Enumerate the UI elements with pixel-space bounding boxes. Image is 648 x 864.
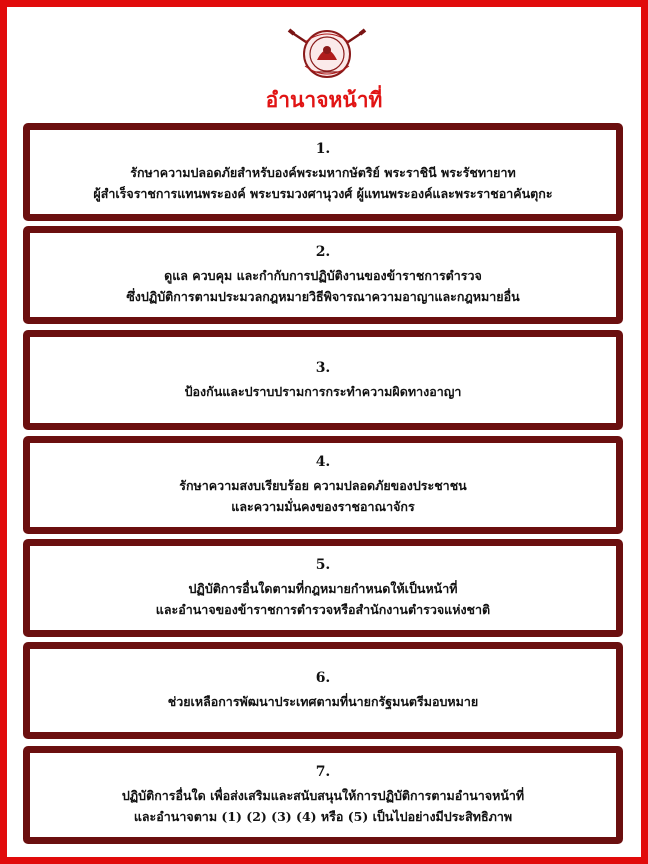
- police-seal-emblem-icon: [285, 22, 369, 86]
- duty-number: 7.: [315, 764, 331, 780]
- duty-text-line: และความมั่นคงของราชอาณาจักร: [231, 499, 415, 514]
- duty-card-5: [23, 539, 623, 637]
- duty-text-line: รักษาความสงบเรียบร้อย ความปลอดภัยของประชาชน: [179, 478, 467, 493]
- duty-card-4: [23, 436, 623, 534]
- duty-card-7: [23, 746, 623, 844]
- duty-text-line: ปฏิบัติการอื่นใดตามที่กฎหมายกำหนดให้เป็นหน้าที่: [188, 581, 458, 596]
- duty-text-line: ดูแล ควบคุม และกำกับการปฏิบัติงานของข้าราชการตำรวจ: [164, 268, 482, 283]
- duty-text-line: และอำนาจตาม (1) (2) (3) (4) หรือ (5) เป็นไปอย่างมีประสิทธิภาพ: [133, 809, 513, 824]
- duty-text-line: และอำนาจของข้าราชการตำรวจหรือสำนักงานตำรวจแห่งชาติ: [155, 602, 491, 617]
- duty-number: 6.: [315, 670, 331, 686]
- duty-text-line: ช่วยเหลือการพัฒนาประเทศตามที่นายกรัฐมนตรีมอบหมาย: [167, 694, 479, 709]
- duty-text-line: ผู้สำเร็จราชการแทนพระองค์ พระบรมวงศานุวงศ์ ผู้แทนพระองค์และพระราชอาคันตุกะ: [93, 186, 553, 201]
- duty-text-line: ปฏิบัติการอื่นใด เพื่อส่งเสริมและสนับสนุนให้การปฏิบัติการตามอำนาจหน้าที่: [121, 788, 525, 803]
- duty-number: 5.: [315, 557, 331, 573]
- duty-number: 2.: [315, 244, 331, 260]
- duty-card-1: [23, 123, 623, 221]
- duty-card-2: [23, 226, 623, 324]
- duty-number: 1.: [315, 141, 331, 157]
- duty-text-line: ซึ่งปฏิบัติการตามประมวลกฎหมายวิธีพิจารณาความอาญาและกฎหมายอื่น: [126, 289, 520, 304]
- page-title: อำนาจหน้าที่: [265, 87, 383, 112]
- duty-text-line: รักษาความปลอดภัยสำหรับองค์พระมหากษัตริย์ พระราชินี พระรัชทายาท: [130, 165, 516, 180]
- duty-card-3: [23, 330, 623, 430]
- duty-card-6: [23, 642, 623, 739]
- duty-text-line: ป้องกันและปราบปรามการกระทำความผิดทางอาญา: [184, 383, 462, 399]
- duty-number: 4.: [315, 454, 331, 470]
- duty-number: 3.: [315, 359, 331, 376]
